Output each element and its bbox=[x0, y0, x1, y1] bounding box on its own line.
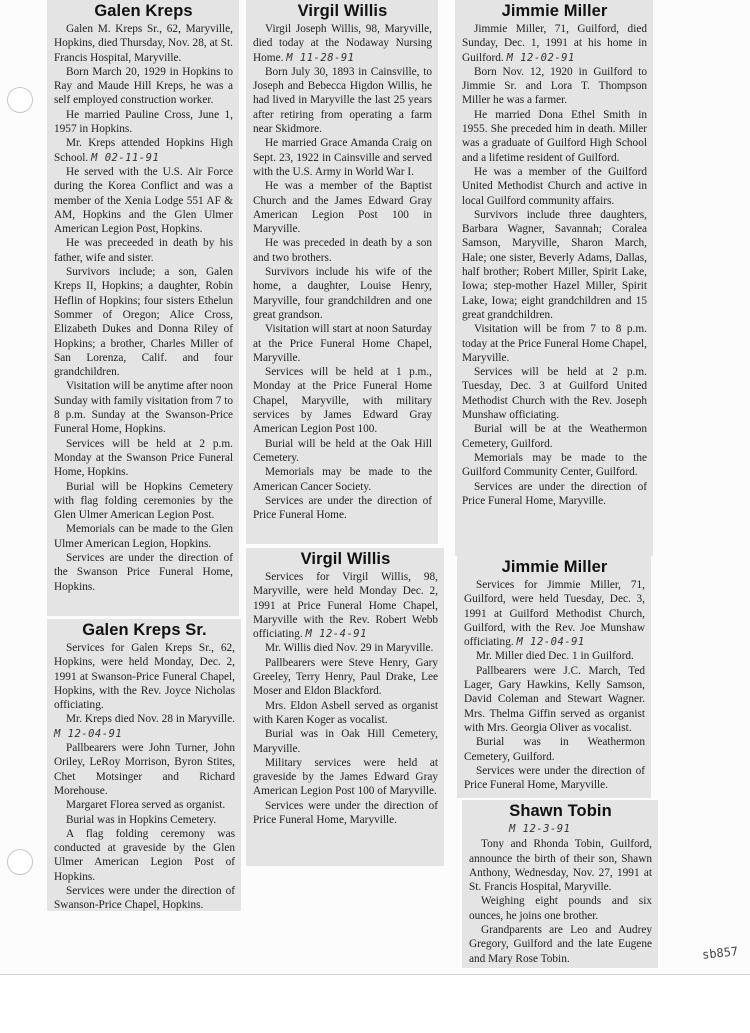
paragraph-text: Services for Virgil Willis, 98, Maryville, were held Monday Dec. 2, 1991 at Price Funeral Home Chapel, Maryville with the Rev. Robert Webb officiating. bbox=[253, 571, 438, 641]
paragraph: He married Pauline Cross, June 1, 1957 in Hopkins. bbox=[54, 108, 233, 136]
clipping-jimmie-miller bbox=[455, 0, 653, 556]
paragraph: Services will be held at 2 p.m. Monday at the Swanson Price Funeral Home, Hopkins. bbox=[54, 437, 233, 479]
paragraph bbox=[253, 570, 438, 641]
paragraph-text: Virgil Joseph Willis, 98, Maryville, died today at the Nodaway Nursing Home. bbox=[253, 23, 432, 64]
paragraph: Services were under the direction of Price Funeral Home, Maryville. bbox=[253, 799, 438, 827]
handwritten-date-note: M 12-4-91 bbox=[305, 628, 367, 641]
paragraph: Military services were held at graveside by the James Edward Gray American Legion Post 100 of Maryville. bbox=[253, 756, 438, 798]
paragraph: Visitation will start at noon Saturday at the Price Funeral Home Chapel, Maryville. bbox=[253, 323, 432, 364]
paragraph: Born March 20, 1929 in Hopkins to Ray and Maude Hill Kreps, he was a self employed construction worker. bbox=[54, 65, 233, 107]
clipping-title: Shawn Tobin bbox=[509, 802, 612, 820]
paragraph: Burial will be Hopkins Cemetery with flag folding ceremonies by the Glen Ulmer American Legion Post. bbox=[54, 480, 233, 522]
paragraph: He was a member of the Guilford United Methodist Church and active in local Guilford community affairs. bbox=[462, 165, 647, 207]
clipping-title: Galen Kreps bbox=[94, 2, 193, 20]
paragraph: Burial was in Oak Hill Cemetery, Maryville. bbox=[253, 728, 438, 755]
paragraph: Survivors include; a son, Galen Kreps II, Hopkins; a daughter, Robin Heflin of Hopkins; four sisters Ethelun Sommer of Oregon; Alice Cross, Elizabeth Dukes and Donna Riley of Hopkins; a brother, Charles Miller of San Lorenza, Calif. and four grandchildren. bbox=[54, 266, 233, 379]
page-code-note: sb857 bbox=[701, 944, 739, 962]
paragraph: Pallbearers were Steve Henry, Gary Greeley, Terry Henry, Paul Drake, Lee Moser and Eldon Blackford. bbox=[253, 656, 438, 698]
paragraph: Memorials may be made to the Guilford Community Center, Guilford. bbox=[462, 451, 647, 479]
paragraph: Services are under the direction of the Swanson Price Funeral Home, Hopkins. bbox=[54, 551, 233, 593]
paragraph: Survivors include three daughters, Barbara Wagner, Savannah; Coralea Samson, Maryville, Sharon March, Hale; one sister, Beverly Adams, Dallas, half brother; Robert Miller, Spirit Lake, Iowa; step-mother Hazel Miller, Spirit Lake, Iowa; eight grandchildren and 15 great grandchildren. bbox=[462, 208, 647, 321]
paragraph: Mr. Miller died Dec. 1 in Guilford. bbox=[476, 650, 634, 663]
paragraph: Weighing eight pounds and six ounces, he joins one brother. bbox=[469, 895, 652, 922]
paragraph: He served with the U.S. Air Force during the Korea Conflict and was a member of the Xenia Lodge 551 AF & AM, Hopkins and the Glen Ulmer American Legion Post, Hopkins. bbox=[54, 165, 233, 236]
paragraph: A flag folding ceremony was conducted at graveside by the Glen Ulmer American Legion Post of Hopkins. bbox=[54, 827, 235, 883]
paragraph: Margaret Florea served as organist. bbox=[66, 799, 226, 812]
paragraph: Burial will be held at the Oak Hill Cemetery. bbox=[253, 437, 432, 464]
paragraph bbox=[464, 578, 645, 649]
paragraph: Services are under the direction of Price Funeral Home. bbox=[253, 494, 432, 522]
paragraph: Services will be held at 2 p.m. Tuesday, Dec. 3 at Guilford United Methodist Church with the Rev. Joseph Munshaw officiating. bbox=[462, 366, 647, 422]
paragraph: Visitation will be from 7 to 8 p.m. today at the Price Funeral Home Chapel, Maryville. bbox=[462, 323, 647, 364]
paragraph: Tony and Rhonda Tobin, Guilford, announce the birth of their son, Shawn Anthony, Wednesday, Nov. 27, 1991 at St. Francis Hospital, Maryville. bbox=[469, 838, 652, 894]
handwritten-date-note: M 12-04-91 bbox=[54, 727, 123, 740]
paragraph: Survivors include his wife of the home, a daughter, Louise Henry, Maryville, four grandchildren and one great grandson. bbox=[253, 266, 432, 321]
paragraph: He married Grace Amanda Craig on Sept. 23, 1922 in Cainsville and served with the U.S. Army in World War I. bbox=[253, 137, 432, 178]
paragraph-text: Jimmie Miller, 71, Guilford, died Sunday, Dec. 1, 1991 at his home in Guilford. bbox=[462, 23, 647, 64]
paragraph: Services for Galen Kreps Sr., 62, Hopkins, were held Monday, Dec. 2, 1991 at Swanson-Price Funeral Chapel, Hopkins, with the Rev. Joyce Nicholas officiating. bbox=[54, 642, 235, 712]
paragraph: He was preceeded in death by his father, wife and sister. bbox=[54, 237, 233, 264]
paragraph-text: Mr. Kreps attended Hopkins High School. bbox=[54, 137, 233, 164]
paragraph: Memorials may be made to the American Cancer Society. bbox=[253, 466, 432, 493]
clipping-galen-kreps-sr bbox=[47, 619, 241, 911]
paragraph: Mrs. Eldon Asbell served as organist with Karen Koger as vocalist. bbox=[253, 699, 438, 726]
paragraph: Burial will be at the Weathermon Cemetery, Guilford. bbox=[462, 423, 647, 450]
binder-hole-bottom bbox=[7, 849, 33, 875]
paragraph: Grandparents are Leo and Audrey Gregory, Guilford and the late Eugene and Mary Rose Tobin. bbox=[469, 924, 652, 965]
paragraph: Pallbearers were J.C. March, Ted Lager, Gary Hawkins, Kelly Samson, David Coleman and Stewart Wagner. Mrs. Thelma Giffin served as organist with Mrs. Georgia Oliver as vocalist. bbox=[464, 664, 645, 734]
paragraph bbox=[469, 822, 652, 836]
paragraph: Burial was in Weathermon Cemetery, Guilford. bbox=[464, 736, 645, 763]
paragraph bbox=[462, 22, 647, 65]
paragraph: He was preceded in death by a son and two brothers. bbox=[253, 237, 432, 264]
paragraph: Born Nov. 12, 1920 in Guilford to Jimmie Sr. and Lora T. Thompson Miller he was a farmer. bbox=[462, 65, 647, 107]
paragraph: He was a member of the Baptist Church and the James Edward Gray American Legion Post 100 in Maryville. bbox=[253, 180, 432, 236]
paragraph: Born July 30, 1893 in Cainsville, to Joseph and Bebecca Higdon Willis, he had lived in Maryville the last 25 years after retiring from operating a farm near Skidmore. bbox=[253, 65, 432, 136]
handwritten-date-note: M 12-3-91 bbox=[509, 823, 571, 835]
paragraph: Galen M. Kreps Sr., 62, Maryville, Hopkins, died Thursday, Nov. 28, at St. Francis Hospital, Maryville. bbox=[54, 23, 233, 64]
clipping-title: Jimmie Miller bbox=[501, 2, 608, 20]
paragraph: He married Dona Ethel Smith in 1955. She preceded him in death. Miller was a graduate of Guilford High School and a lifetime resident of Guilford. bbox=[462, 108, 647, 164]
clipping-title: Virgil Willis bbox=[300, 550, 391, 568]
paragraph-text: Mr. Kreps died Nov. 28 in Maryville. bbox=[66, 713, 235, 726]
handwritten-date-note: M 11-28-91 bbox=[286, 51, 355, 64]
clipping-virgil-willis bbox=[246, 0, 438, 544]
paragraph: Services will be held at 1 p.m., Monday at the Price Funeral Home Chapel, Maryville, with military services by James Edward Gray American Legion Post 100. bbox=[253, 366, 432, 436]
paragraph bbox=[54, 712, 235, 741]
clipping-shawn-tobin bbox=[462, 800, 658, 968]
paragraph: Pallbearers were John Turner, John Oriley, LeRoy Morrison, Byron Stites, Chet Motsinger and Richard Morehouse. bbox=[54, 742, 235, 797]
clipping-virgil-willis-services bbox=[246, 548, 444, 866]
paragraph bbox=[54, 136, 233, 165]
binder-hole-top bbox=[7, 87, 33, 113]
clipping-galen-kreps bbox=[47, 0, 239, 616]
handwritten-date-note: M 12-04-91 bbox=[516, 636, 585, 649]
paragraph: Services were under the direction of Price Funeral Home, Maryville. bbox=[464, 764, 645, 792]
paragraph: Services are under the direction of Price Funeral Home, Maryville. bbox=[462, 480, 647, 507]
paragraph: Mr. Willis died Nov. 29 in Maryville. bbox=[265, 642, 434, 655]
clipping-jimmie-miller-services bbox=[457, 556, 651, 798]
handwritten-date-note: M 02-11-91 bbox=[91, 151, 160, 164]
paragraph: Burial was in Hopkins Cemetery. bbox=[66, 813, 217, 826]
paragraph bbox=[253, 22, 432, 65]
paragraph: Memorials can be made to the Glen Ulmer American Legion, Hopkins. bbox=[54, 523, 233, 550]
paragraph: Services were under the direction of Swanson-Price Chapel, Hopkins. bbox=[54, 885, 235, 911]
clipping-title: Virgil Willis bbox=[297, 2, 388, 20]
clipping-title: Galen Kreps Sr. bbox=[82, 621, 207, 639]
handwritten-date-note: M 12-02-91 bbox=[506, 51, 575, 64]
paragraph: Visitation will be anytime after noon Sunday with family visitation from 7 to 8 p.m. Sunday at the Swanson-Price Funeral Home, Hopkins. bbox=[54, 380, 233, 436]
clipping-title: Jimmie Miller bbox=[501, 558, 608, 576]
paragraph-text: Services for Jimmie Miller, 71, Guilford, were held Tuesday, Dec. 3, 1991 at Guilford Methodist Church, Guilford, with the Rev. Joe Munshaw officiating. bbox=[464, 579, 645, 649]
